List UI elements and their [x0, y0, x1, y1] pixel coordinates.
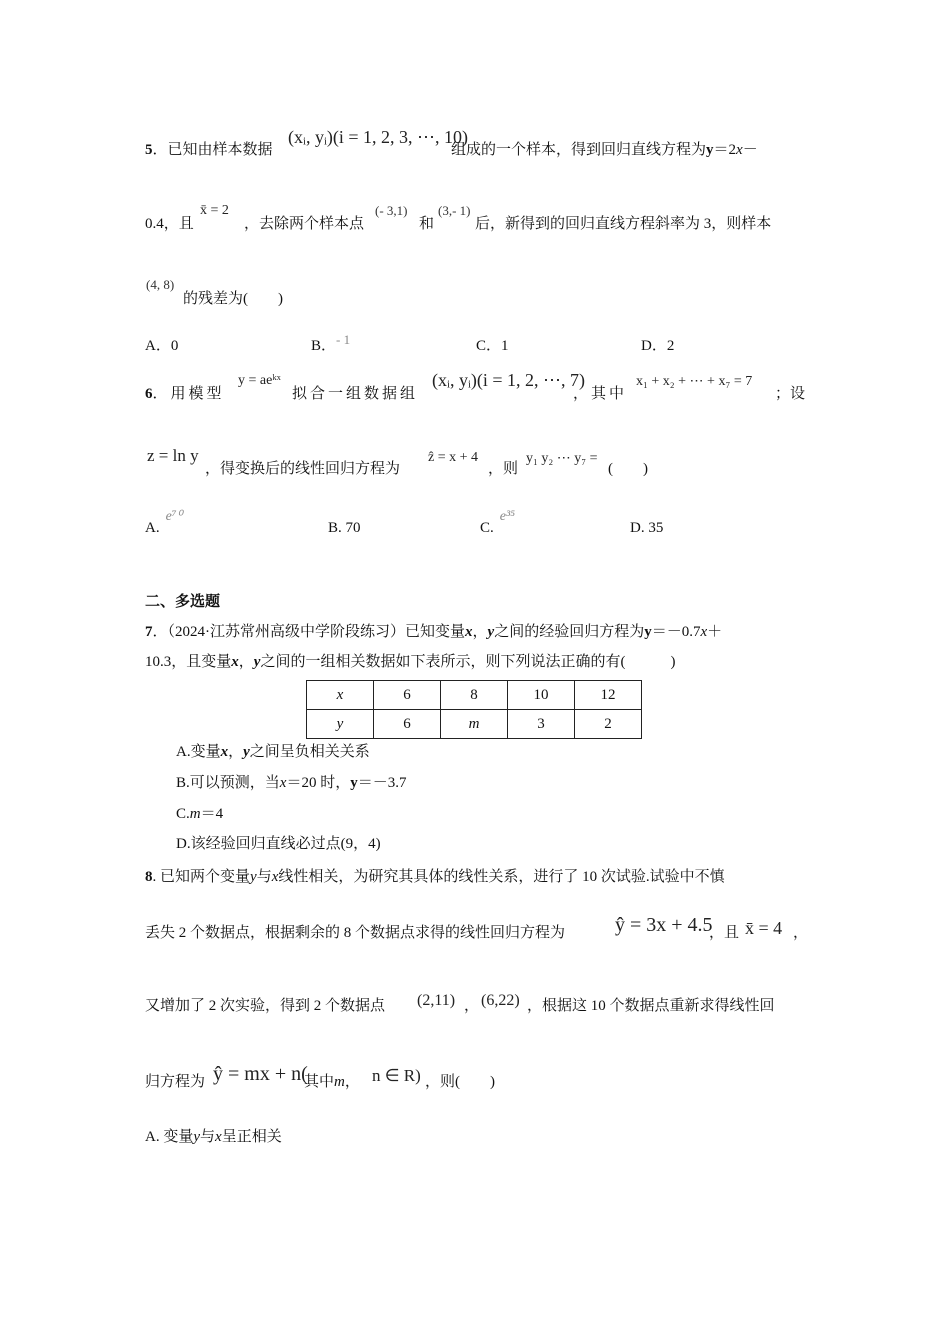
- q5-formula-xbar: x̄ = 2: [200, 203, 229, 218]
- q6-line-1d: ；设: [775, 386, 806, 402]
- q5-formula-point1: (- 3,1): [375, 203, 408, 218]
- q8-option-a[interactable]: A. 变量y与x呈正相关: [145, 1129, 282, 1145]
- table-row: [307, 681, 642, 710]
- q5-line-1: 5．已知由样本数据: [145, 142, 273, 158]
- q8-formula-point2: (6,22): [481, 992, 520, 1009]
- table-cell: m: [441, 710, 508, 739]
- q7-number: 7: [145, 624, 153, 640]
- q5-formula-point2: (3,- 1): [438, 203, 471, 218]
- q7-option-d[interactable]: D.该经验回归直线必过点(9，4): [176, 836, 381, 852]
- q6-formula-model: y = aeᵏˣ: [238, 373, 281, 388]
- table-cell: x: [307, 681, 374, 710]
- section-heading: 二、多选题: [145, 594, 221, 610]
- table-cell: 6: [374, 710, 441, 739]
- q8-line-2: 丢失 2 个数据点，根据剩余的 8 个数据点求得的线性回归方程为: [145, 925, 566, 941]
- q5-formula-point3: (4, 8): [146, 277, 175, 292]
- q5-option-d[interactable]: D．2: [641, 338, 675, 354]
- q6-option-a[interactable]: A.e⁷⁰: [145, 509, 183, 536]
- q7-data-table: [306, 680, 642, 739]
- q8-formula-point1: (2,11): [417, 992, 456, 1009]
- q6-line-1b: 拟合一组数据组: [292, 386, 419, 402]
- q5-line-2b: ，去除两个样本点: [244, 216, 365, 232]
- q6-formula-z: z = ln y: [147, 446, 199, 465]
- table-cell: 8: [441, 681, 508, 710]
- q8-line-4c: ，则( ): [425, 1074, 495, 1090]
- q5-option-c[interactable]: C．1: [476, 338, 509, 354]
- q5-option-a[interactable]: A．0: [145, 338, 179, 354]
- q5-formula-sample: (xᵢ, yᵢ)(i = 1, 2, 3, ⋯, 10): [288, 127, 469, 147]
- q5-line-2d: 后，新得到的回归直线方程斜率为 3，则样本: [475, 216, 772, 232]
- table-row: [307, 710, 642, 739]
- q6-formula-sum: x₁ + x₂ + ⋯ + x₇ = 7: [636, 374, 753, 389]
- q6-formula-data: (xᵢ, yᵢ)(i = 1, 2, ⋯, 7): [432, 370, 586, 390]
- q6-line-1c: ，其中: [573, 386, 628, 402]
- q8-formula-new-regression: ŷ = mx + n(: [213, 1063, 308, 1085]
- q5-number: 5: [145, 142, 153, 158]
- table-cell: 6: [374, 681, 441, 710]
- table-cell: 12: [575, 681, 642, 710]
- q8-line-2c: ，: [793, 925, 809, 941]
- q8-line-3c: ，根据这 10 个数据点重新求得线性回: [527, 998, 775, 1014]
- q8-line-3: 又增加了 2 次实验，得到 2 个数据点: [145, 998, 386, 1014]
- q6-line-2b: ，则: [488, 461, 519, 477]
- table-cell: 2: [575, 710, 642, 739]
- q8-line-4b: 其中m，: [304, 1074, 360, 1090]
- q8-line-1: 8. 已知两个变量y与x线性相关，为研究其具体的线性关系，进行了 10 次试验.试验中不慎: [145, 869, 725, 885]
- q6-formula-zhat: ẑ = x + 4: [428, 450, 479, 465]
- q7-option-c[interactable]: C.m＝4: [176, 806, 224, 822]
- q6-line-1: 6．用模型: [145, 386, 225, 402]
- q5-option-b[interactable]: B．- 1: [311, 332, 351, 354]
- q8-line-3b: ，: [464, 998, 480, 1014]
- q8-formula-regression: ŷ = 3x + 4.5: [615, 914, 713, 936]
- q5-line-2c: 和: [419, 216, 435, 232]
- q6-option-d[interactable]: D. 35: [630, 520, 664, 536]
- q6-number: 6: [145, 386, 153, 402]
- q6-option-b[interactable]: B. 70: [328, 520, 361, 536]
- q8-line-2b: ，且: [709, 925, 740, 941]
- q7-option-b[interactable]: B.可以预测，当x＝20 时，y＝－3.7: [176, 775, 407, 791]
- q6-line-2: ，得变换后的线性回归方程为: [205, 461, 401, 477]
- q6-option-c[interactable]: C.e³⁵: [480, 509, 516, 536]
- q7-line-2: 10.3，且变量x，y之间的一组相关数据如下表所示，则下列说法正确的有( ): [145, 654, 676, 670]
- q5-line-2: 0.4，且: [145, 216, 194, 232]
- q8-line-4: 归方程为: [145, 1074, 206, 1090]
- q6-formula-product: y₁ y₂ ⋯ y₇ =: [526, 451, 598, 466]
- q6-line-2c: ( ): [608, 461, 648, 477]
- q8-formula-xbar: x̄ = 4: [745, 918, 783, 938]
- q5-line-1b: 组成的一个样本，得到回归直线方程为y＝2x－: [451, 142, 758, 158]
- table-cell: 3: [508, 710, 575, 739]
- table-cell: y: [307, 710, 374, 739]
- q7-option-a[interactable]: A.变量x，y之间呈负相关关系: [176, 744, 370, 760]
- q8-number: 8: [145, 869, 153, 885]
- q5-line-3: 的残差为( ): [183, 291, 283, 307]
- table-cell: 10: [508, 681, 575, 710]
- q7-line-1: 7．（2024·江苏常州高级中学阶段练习）已知变量x，y之间的经验回归方程为y＝－0.7x＋: [145, 624, 723, 640]
- q8-formula-n-real: n ∈ R): [372, 1066, 421, 1085]
